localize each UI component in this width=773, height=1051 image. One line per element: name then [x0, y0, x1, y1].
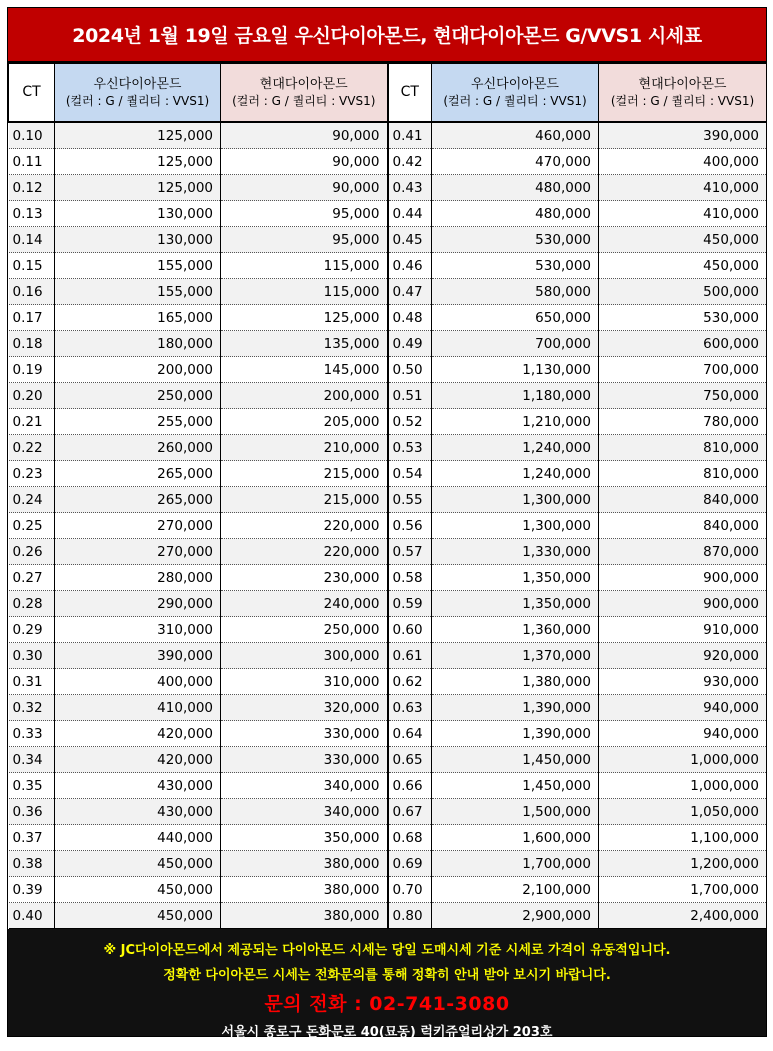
- ct-cell: 0.27: [9, 565, 55, 591]
- hyundai-price-cell: 1,700,000: [599, 877, 767, 903]
- ct-cell: 0.28: [9, 591, 55, 617]
- ct-cell: 0.48: [388, 305, 432, 331]
- hyundai-price-cell: 940,000: [599, 721, 767, 747]
- hyundai-price-cell: 240,000: [221, 591, 388, 617]
- table-row: [9, 591, 767, 617]
- ct-cell: 0.80: [388, 903, 432, 929]
- hyundai-column-header-2: [599, 64, 767, 123]
- ct-cell: 0.59: [388, 591, 432, 617]
- ct-cell: 0.45: [388, 227, 432, 253]
- ct-cell: 0.37: [9, 825, 55, 851]
- woosin-spec: (컬러 : G / 퀄리티 : VVS1): [65, 93, 210, 108]
- ct-cell: 0.54: [388, 461, 432, 487]
- ct-cell: 0.32: [9, 695, 55, 721]
- woosin-price-cell: 130,000: [55, 227, 221, 253]
- ct-cell: 0.17: [9, 305, 55, 331]
- ct-cell: 0.34: [9, 747, 55, 773]
- hyundai-price-cell: 380,000: [221, 877, 388, 903]
- table-row: [9, 279, 767, 305]
- ct-cell: 0.24: [9, 487, 55, 513]
- woosin-price-cell: 470,000: [432, 149, 599, 175]
- woosin-price-cell: 450,000: [55, 903, 221, 929]
- hyundai-price-cell: 840,000: [599, 487, 767, 513]
- hyundai-price-cell: 145,000: [221, 357, 388, 383]
- table-row: [9, 851, 767, 877]
- woosin-price-cell: 440,000: [55, 825, 221, 851]
- woosin-price-cell: 1,360,000: [432, 617, 599, 643]
- ct-column-header-2: CT: [388, 64, 432, 123]
- hyundai-price-cell: 900,000: [599, 565, 767, 591]
- woosin-price-cell: 420,000: [55, 747, 221, 773]
- woosin-price-cell: 1,600,000: [432, 825, 599, 851]
- hyundai-price-cell: 95,000: [221, 201, 388, 227]
- ct-cell: 0.56: [388, 513, 432, 539]
- hyundai-price-cell: 135,000: [221, 331, 388, 357]
- hyundai-price-cell: 330,000: [221, 747, 388, 773]
- hyundai-price-cell: 1,050,000: [599, 799, 767, 825]
- ct-cell: 0.41: [388, 122, 432, 149]
- ct-cell: 0.40: [9, 903, 55, 929]
- woosin-price-cell: 480,000: [432, 175, 599, 201]
- ct-cell: 0.23: [9, 461, 55, 487]
- ct-cell: 0.65: [388, 747, 432, 773]
- table-row: [9, 175, 767, 201]
- ct-cell: 0.15: [9, 253, 55, 279]
- woosin-price-cell: 480,000: [432, 201, 599, 227]
- woosin-price-cell: 155,000: [55, 253, 221, 279]
- woosin-price-cell: 125,000: [55, 149, 221, 175]
- woosin-price-cell: 1,390,000: [432, 721, 599, 747]
- woosin-price-cell: 1,350,000: [432, 591, 599, 617]
- hyundai-price-cell: 220,000: [221, 539, 388, 565]
- hyundai-price-cell: 450,000: [599, 253, 767, 279]
- table-row: [9, 513, 767, 539]
- woosin-price-cell: 280,000: [55, 565, 221, 591]
- hyundai-price-cell: 380,000: [221, 903, 388, 929]
- ct-cell: 0.12: [9, 175, 55, 201]
- ct-cell: 0.70: [388, 877, 432, 903]
- table-header: [9, 64, 767, 123]
- table-row: [9, 383, 767, 409]
- ct-cell: 0.68: [388, 825, 432, 851]
- page-title: 2024년 1월 19일 금요일 우신다이아몬드, 현대다이아몬드 G/VVS1 시세표: [8, 8, 766, 63]
- hyundai-price-cell: 870,000: [599, 539, 767, 565]
- hyundai-price-cell: 1,000,000: [599, 773, 767, 799]
- table-row: [9, 461, 767, 487]
- table-row: [9, 669, 767, 695]
- hyundai-price-cell: 380,000: [221, 851, 388, 877]
- hyundai-price-cell: 215,000: [221, 461, 388, 487]
- table-row: [9, 825, 767, 851]
- hyundai-price-cell: 410,000: [599, 175, 767, 201]
- woosin-price-cell: 265,000: [55, 487, 221, 513]
- woosin-price-cell: 2,900,000: [432, 903, 599, 929]
- ct-cell: 0.22: [9, 435, 55, 461]
- hyundai-price-cell: 90,000: [221, 149, 388, 175]
- ct-cell: 0.49: [388, 331, 432, 357]
- ct-cell: 0.38: [9, 851, 55, 877]
- woosin-price-cell: 130,000: [55, 201, 221, 227]
- hyundai-spec: (컬러 : G / 퀄리티 : VVS1): [232, 93, 376, 108]
- hyundai-name: 현대다이아몬드: [638, 76, 727, 92]
- hyundai-price-cell: 210,000: [221, 435, 388, 461]
- hyundai-price-cell: 1,000,000: [599, 747, 767, 773]
- ct-cell: 0.51: [388, 383, 432, 409]
- ct-cell: 0.58: [388, 565, 432, 591]
- woosin-price-cell: 460,000: [432, 122, 599, 149]
- woosin-price-cell: 255,000: [55, 409, 221, 435]
- ct-cell: 0.21: [9, 409, 55, 435]
- hyundai-price-cell: 900,000: [599, 591, 767, 617]
- ct-cell: 0.66: [388, 773, 432, 799]
- woosin-price-cell: 260,000: [55, 435, 221, 461]
- hyundai-price-cell: 90,000: [221, 122, 388, 149]
- footer-phone: 문의 전화 : 02-741-3080: [264, 993, 510, 1015]
- hyundai-price-cell: 810,000: [599, 435, 767, 461]
- woosin-price-cell: 1,300,000: [432, 513, 599, 539]
- ct-cell: 0.31: [9, 669, 55, 695]
- ct-cell: 0.25: [9, 513, 55, 539]
- woosin-price-cell: 450,000: [55, 851, 221, 877]
- hyundai-price-cell: 90,000: [221, 175, 388, 201]
- ct-cell: 0.67: [388, 799, 432, 825]
- table-row: [9, 721, 767, 747]
- ct-cell: 0.30: [9, 643, 55, 669]
- table-row: [9, 253, 767, 279]
- hyundai-price-cell: 500,000: [599, 279, 767, 305]
- ct-cell: 0.43: [388, 175, 432, 201]
- woosin-price-cell: 310,000: [55, 617, 221, 643]
- hyundai-price-cell: 930,000: [599, 669, 767, 695]
- table-row: [9, 357, 767, 383]
- woosin-price-cell: 400,000: [55, 669, 221, 695]
- table-row: [9, 305, 767, 331]
- woosin-price-cell: 420,000: [55, 721, 221, 747]
- hyundai-price-cell: 95,000: [221, 227, 388, 253]
- ct-cell: 0.33: [9, 721, 55, 747]
- ct-cell: 0.55: [388, 487, 432, 513]
- woosin-price-cell: 290,000: [55, 591, 221, 617]
- hyundai-price-cell: 340,000: [221, 773, 388, 799]
- hyundai-price-cell: 530,000: [599, 305, 767, 331]
- hyundai-price-cell: 220,000: [221, 513, 388, 539]
- woosin-price-cell: 430,000: [55, 773, 221, 799]
- hyundai-price-cell: 910,000: [599, 617, 767, 643]
- woosin-column-header-2: [432, 64, 599, 123]
- table-row: [9, 201, 767, 227]
- ct-cell: 0.61: [388, 643, 432, 669]
- ct-cell: 0.19: [9, 357, 55, 383]
- woosin-price-cell: 2,100,000: [432, 877, 599, 903]
- woosin-price-cell: 1,450,000: [432, 773, 599, 799]
- table-row: [9, 643, 767, 669]
- ct-cell: 0.18: [9, 331, 55, 357]
- woosin-price-cell: 580,000: [432, 279, 599, 305]
- hyundai-price-cell: 920,000: [599, 643, 767, 669]
- woosin-price-cell: 1,240,000: [432, 435, 599, 461]
- ct-cell: 0.20: [9, 383, 55, 409]
- woosin-price-cell: 1,500,000: [432, 799, 599, 825]
- hyundai-price-cell: 940,000: [599, 695, 767, 721]
- hyundai-column-header: [221, 64, 388, 123]
- ct-cell: 0.10: [9, 122, 55, 149]
- woosin-price-cell: 1,210,000: [432, 409, 599, 435]
- hyundai-price-cell: 250,000: [221, 617, 388, 643]
- footer-address: 서울시 종로구 돈화문로 40(묘동) 럭키쥬얼리상가 203호: [221, 1025, 553, 1040]
- ct-cell: 0.57: [388, 539, 432, 565]
- table-row: [9, 539, 767, 565]
- hyundai-price-cell: 840,000: [599, 513, 767, 539]
- hyundai-price-cell: 400,000: [599, 149, 767, 175]
- woosin-price-cell: 450,000: [55, 877, 221, 903]
- table-row: [9, 773, 767, 799]
- table-row: [9, 122, 767, 149]
- ct-cell: 0.60: [388, 617, 432, 643]
- woosin-price-cell: 180,000: [55, 331, 221, 357]
- price-table: [8, 63, 767, 929]
- ct-cell: 0.29: [9, 617, 55, 643]
- hyundai-price-cell: 200,000: [221, 383, 388, 409]
- ct-cell: 0.35: [9, 773, 55, 799]
- woosin-price-cell: 1,450,000: [432, 747, 599, 773]
- woosin-price-cell: 1,330,000: [432, 539, 599, 565]
- hyundai-price-cell: 350,000: [221, 825, 388, 851]
- table-row: [9, 565, 767, 591]
- table-row: [9, 617, 767, 643]
- hyundai-price-cell: 780,000: [599, 409, 767, 435]
- woosin-name: 우신다이아몬드: [471, 76, 559, 92]
- ct-column-header: CT: [9, 64, 55, 123]
- ct-cell: 0.13: [9, 201, 55, 227]
- ct-cell: 0.53: [388, 435, 432, 461]
- table-body: [9, 122, 767, 929]
- hyundai-price-cell: 450,000: [599, 227, 767, 253]
- footer-note-2: 정확한 다이아몬드 시세는 전화문의를 통해 정확히 안내 받아 보시기 바랍니다.: [163, 968, 611, 983]
- ct-cell: 0.50: [388, 357, 432, 383]
- price-sheet: [7, 7, 767, 1040]
- ct-cell: 0.62: [388, 669, 432, 695]
- hyundai-price-cell: 300,000: [221, 643, 388, 669]
- woosin-price-cell: 250,000: [55, 383, 221, 409]
- ct-cell: 0.26: [9, 539, 55, 565]
- ct-cell: 0.16: [9, 279, 55, 305]
- table-row: [9, 747, 767, 773]
- hyundai-price-cell: 115,000: [221, 253, 388, 279]
- table-row: [9, 695, 767, 721]
- ct-cell: 0.36: [9, 799, 55, 825]
- table-row: [9, 409, 767, 435]
- ct-cell: 0.46: [388, 253, 432, 279]
- woosin-price-cell: 1,180,000: [432, 383, 599, 409]
- hyundai-price-cell: 410,000: [599, 201, 767, 227]
- hyundai-price-cell: 340,000: [221, 799, 388, 825]
- woosin-price-cell: 1,700,000: [432, 851, 599, 877]
- woosin-column-header: [55, 64, 221, 123]
- woosin-price-cell: 530,000: [432, 227, 599, 253]
- woosin-price-cell: 165,000: [55, 305, 221, 331]
- table-row: [9, 227, 767, 253]
- table-row: [9, 435, 767, 461]
- ct-cell: 0.69: [388, 851, 432, 877]
- ct-cell: 0.14: [9, 227, 55, 253]
- hyundai-price-cell: 600,000: [599, 331, 767, 357]
- hyundai-price-cell: 215,000: [221, 487, 388, 513]
- table-row: [9, 331, 767, 357]
- hyundai-price-cell: 1,100,000: [599, 825, 767, 851]
- woosin-price-cell: 155,000: [55, 279, 221, 305]
- hyundai-price-cell: 205,000: [221, 409, 388, 435]
- woosin-price-cell: 1,370,000: [432, 643, 599, 669]
- woosin-price-cell: 1,130,000: [432, 357, 599, 383]
- ct-cell: 0.44: [388, 201, 432, 227]
- woosin-price-cell: 430,000: [55, 799, 221, 825]
- table-row: [9, 149, 767, 175]
- woosin-price-cell: 1,380,000: [432, 669, 599, 695]
- woosin-price-cell: 265,000: [55, 461, 221, 487]
- footer-notice: [8, 929, 766, 1040]
- hyundai-price-cell: 125,000: [221, 305, 388, 331]
- woosin-price-cell: 1,240,000: [432, 461, 599, 487]
- table-row: [9, 903, 767, 929]
- woosin-price-cell: 1,300,000: [432, 487, 599, 513]
- ct-cell: 0.63: [388, 695, 432, 721]
- woosin-price-cell: 650,000: [432, 305, 599, 331]
- woosin-price-cell: 530,000: [432, 253, 599, 279]
- woosin-spec: (컬러 : G / 퀄리티 : VVS1): [443, 93, 587, 108]
- ct-cell: 0.11: [9, 149, 55, 175]
- ct-cell: 0.52: [388, 409, 432, 435]
- woosin-price-cell: 125,000: [55, 122, 221, 149]
- hyundai-name: 현대다이아몬드: [259, 76, 348, 92]
- ct-cell: 0.42: [388, 149, 432, 175]
- table-row: [9, 799, 767, 825]
- hyundai-price-cell: 115,000: [221, 279, 388, 305]
- ct-cell: 0.39: [9, 877, 55, 903]
- table-row: [9, 487, 767, 513]
- footer-note-1: ※ JC다이아몬드에서 제공되는 다이아몬드 시세는 당일 도매시세 기준 시세로 가격이 유동적입니다.: [103, 943, 671, 958]
- hyundai-price-cell: 700,000: [599, 357, 767, 383]
- hyundai-price-cell: 320,000: [221, 695, 388, 721]
- woosin-price-cell: 700,000: [432, 331, 599, 357]
- woosin-price-cell: 390,000: [55, 643, 221, 669]
- woosin-price-cell: 1,350,000: [432, 565, 599, 591]
- ct-cell: 0.47: [388, 279, 432, 305]
- woosin-price-cell: 410,000: [55, 695, 221, 721]
- hyundai-price-cell: 310,000: [221, 669, 388, 695]
- hyundai-price-cell: 230,000: [221, 565, 388, 591]
- hyundai-price-cell: 1,200,000: [599, 851, 767, 877]
- hyundai-price-cell: 810,000: [599, 461, 767, 487]
- hyundai-spec: (컬러 : G / 퀄리티 : VVS1): [610, 93, 755, 108]
- woosin-price-cell: 125,000: [55, 175, 221, 201]
- hyundai-price-cell: 330,000: [221, 721, 388, 747]
- woosin-price-cell: 270,000: [55, 539, 221, 565]
- woosin-name: 우신다이아몬드: [93, 76, 182, 92]
- woosin-price-cell: 200,000: [55, 357, 221, 383]
- hyundai-price-cell: 2,400,000: [599, 903, 767, 929]
- woosin-price-cell: 1,390,000: [432, 695, 599, 721]
- hyundai-price-cell: 390,000: [599, 122, 767, 149]
- woosin-price-cell: 270,000: [55, 513, 221, 539]
- ct-cell: 0.64: [388, 721, 432, 747]
- hyundai-price-cell: 750,000: [599, 383, 767, 409]
- table-row: [9, 877, 767, 903]
